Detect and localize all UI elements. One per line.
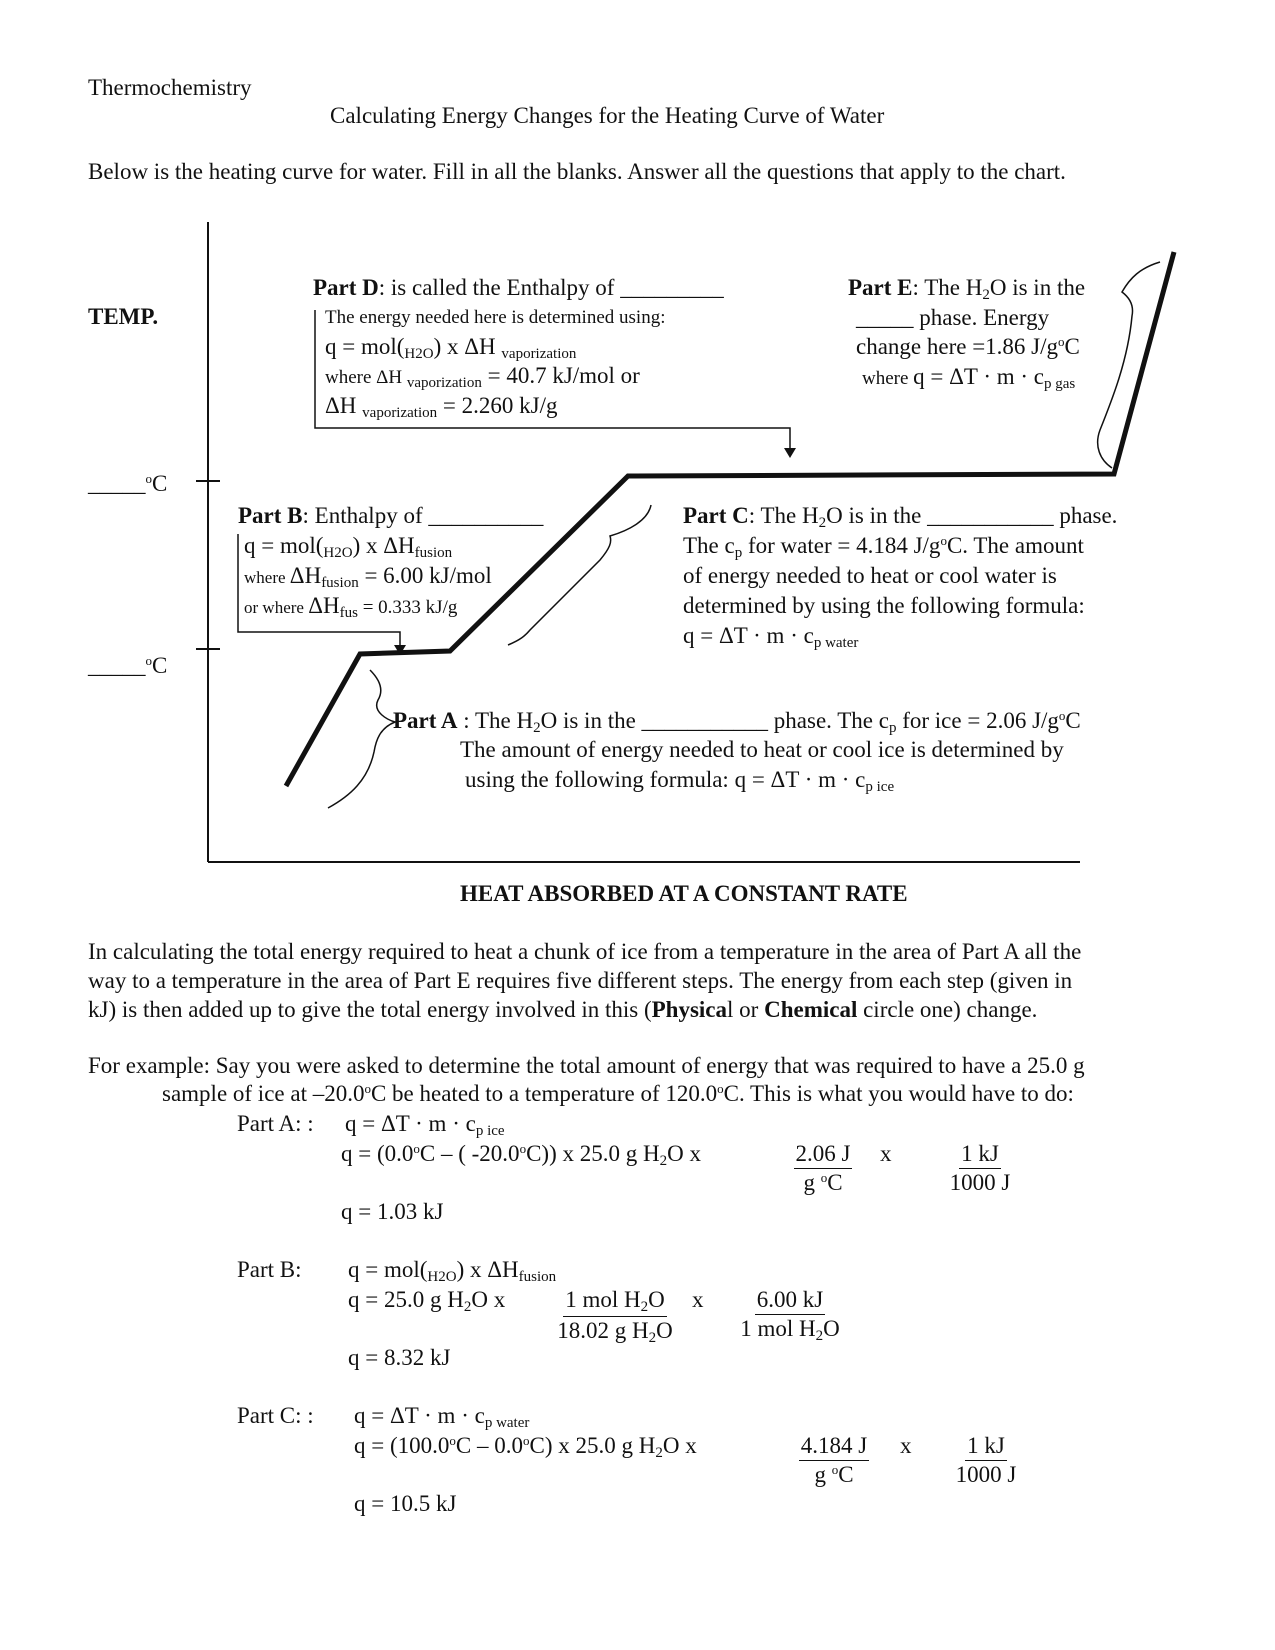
part-c-heading: Part C: The H2O is in the ___________ phase.: [683, 503, 1118, 531]
part-e-line3: change here =1.86 $J/g^oC$: [856, 334, 1080, 359]
example-part-a-fraction-2: $\frac{1 kJ}{1000 J}$: [949, 1141, 1011, 1195]
part-d-heading: Part D: is called the Enthalpy of _________: [313, 275, 724, 300]
part-c-line4: determined by using the following formula:: [683, 593, 1085, 618]
part-e-line4: where q = ΔT · m · cp gas: [862, 364, 1076, 392]
part-b-heading: Part B: Enthalpy of __________: [238, 503, 544, 528]
part-c-line2: The cp for water = 4.184 $J/g^oC$. The amount: [683, 533, 1084, 561]
paragraph-1-line2: way to a temperature in the area of Part E requires five different steps. The energy from each step (given in: [88, 968, 1073, 993]
part-e-heading: Part E: The H2O is in the: [848, 275, 1086, 303]
part-b-line2: q = mol(H2O) x ΔHfusion: [244, 533, 453, 561]
example-part-c-fraction-2: $\frac{1 kJ}{1000 J}$: [955, 1433, 1017, 1487]
example-part-a-calc: $q = (0.0^oC$ – ( -20.0$^o$C)) x 25.0 g H2O x: [341, 1141, 701, 1169]
example-part-c-formula: q = ΔT · m · cp water: [354, 1403, 530, 1431]
part-b-line3: where ΔHfusion = 6.00 kJ/mol: [244, 563, 492, 591]
example-part-b-result: q = 8.32 kJ: [348, 1345, 451, 1370]
part-a-heading: Part A : The H2O is in the ___________ phase. The cp for ice = 2.06 $J/g^oC$: [393, 708, 1081, 736]
instructions: Below is the heating curve for water. Fill in all the blanks. Answer all the questions that apply to the chart.: [88, 159, 1066, 184]
example-part-c-label: Part C: :: [237, 1403, 314, 1428]
boiling-point-blank: _____$^o$C: [88, 471, 168, 496]
example-part-c-result: q = 10.5 kJ: [354, 1491, 457, 1516]
example-part-c-fraction-1: $\frac{4.184 J}{g ^oC}$: [800, 1433, 868, 1487]
x-axis-label: HEAT ABSORBED AT A CONSTANT RATE: [460, 881, 908, 906]
example-part-b-fraction-2: 6.00 kJ 1 mol H2O: [740, 1287, 840, 1344]
part-b-line4: or where ΔHfus = 0.333 kJ/g: [244, 593, 458, 621]
example-part-a-times: x: [880, 1141, 892, 1166]
example-part-a-label: Part A: :: [237, 1111, 314, 1136]
part-d-line2: q = mol(H2O) x ΔH vaporization: [325, 334, 577, 362]
part-e-line2: _____ phase. Energy: [856, 305, 1050, 330]
paragraph-1-line1: In calculating the total energy required to heat a chunk of ice from a temperature in the area of Part A all the: [88, 939, 1082, 964]
paragraph-2-line2: sample of ice at –20.0$^o$C be heated to a temperature of 120.0$^o$C. This is what you would have to do:: [162, 1081, 1074, 1106]
example-part-b-times: x: [692, 1287, 704, 1312]
example-part-a-formula: q = ΔT · m · cp ice: [345, 1111, 505, 1139]
part-a-line2: The amount of energy needed to heat or cool ice is determined by: [460, 737, 1064, 762]
part-c-line3: of energy needed to heat or cool water is: [683, 563, 1057, 588]
y-axis-label: TEMP.: [88, 304, 159, 329]
paragraph-2-line1: For example: Say you were asked to determine the total amount of energy that was required to have a 25.0 g: [88, 1053, 1085, 1078]
example-part-a-fraction-1: $\frac{2.06 J}{g ^oC}$: [795, 1141, 851, 1195]
example-part-b-fraction-1: 1 mol H2O 18.02 g H2O: [557, 1287, 673, 1346]
page-title: Calculating Energy Changes for the Heating Curve of Water: [330, 103, 885, 128]
paragraph-1-line3: kJ) is then added up to give the total energy involved in this (Physical or Chemical circle one) change.: [88, 997, 1038, 1022]
part-d-arrow: [784, 448, 796, 458]
example-part-a-result: q = 1.03 kJ: [341, 1199, 444, 1224]
part-d-line4: ΔH vaporization = 2.260 kJ/g: [325, 393, 558, 421]
example-part-b-calc: q = 25.0 g H2O x: [348, 1287, 506, 1315]
example-part-b-label: Part B:: [237, 1257, 302, 1282]
part-c-line5: q = ΔT · m · cp water: [683, 623, 859, 651]
subject-label: Thermochemistry: [88, 75, 252, 100]
example-part-c-calc: $q = (100.0^oC - 0.0^oC)$ x 25.0 g H2O x: [354, 1433, 697, 1461]
part-d-line1: The energy needed here is determined using:: [325, 307, 666, 328]
part-e-brace: [1098, 262, 1160, 468]
example-part-b-formula: q = mol(H2O) x ΔHfusion: [348, 1257, 557, 1285]
part-a-line3: using the following formula: q = ΔT · m · cp ice: [465, 767, 895, 795]
part-d-line3: where ΔH vaporization = 40.7 kJ/mol or: [325, 363, 640, 391]
example-part-c-times: x: [900, 1433, 912, 1458]
melting-point-blank: _____$^o$C: [88, 653, 168, 678]
